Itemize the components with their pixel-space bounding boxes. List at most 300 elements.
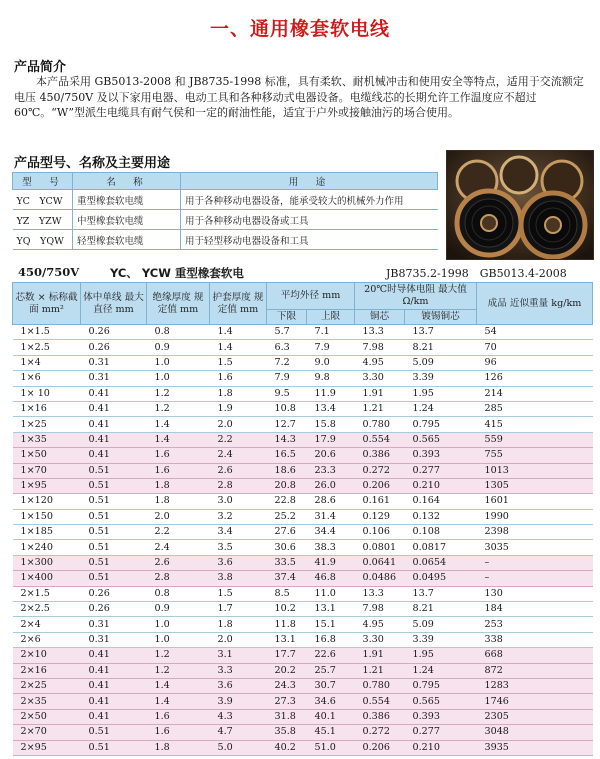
cell-weight: 130 [477,586,593,601]
header-resistance: 20℃时导体电阻 最大值Ω/km [355,283,477,310]
cell-insulation: 1.4 [147,417,210,432]
cell-res-tinned: 1.24 [405,401,477,416]
header-outer-diameter: 平均外径 mm [267,283,355,310]
cell-cores: 1×300 [13,555,81,570]
cell-insulation: 1.0 [147,355,210,370]
cell-od-lower: 7.2 [267,355,307,370]
cell-od-upper: 22.6 [307,648,355,663]
cell-res-copper: 0.0641 [355,555,405,570]
cell-wire-diameter: 0.31 [81,355,147,370]
table-row [13,340,593,355]
table-row [13,494,593,509]
cell-wire-diameter: 0.51 [81,555,147,570]
product-types-table [12,172,438,250]
cell-weight: 253 [477,617,593,632]
header-res-copper: 铜芯 [355,310,405,325]
cell-sheath: 1.9 [210,401,267,416]
cell-res-tinned: 0.132 [405,509,477,524]
cell-sheath: 2.0 [210,632,267,647]
cell-wire-diameter: 0.26 [81,325,147,340]
cell-weight: 3935 [477,740,593,755]
cell-cores: 2×16 [13,663,81,678]
cell-res-tinned: 0.277 [405,725,477,740]
cell-weight: 668 [477,648,593,663]
cell-od-lower: 5.7 [267,325,307,340]
cell-sheath: 2.4 [210,448,267,463]
cell-insulation: 1.6 [147,448,210,463]
cell-insulation: 0.9 [147,602,210,617]
cell-insulation: 1.0 [147,617,210,632]
cell-wire-diameter: 0.51 [81,509,147,524]
cell-wire-diameter: 0.41 [81,448,147,463]
type-model: YZ YZW [13,210,73,230]
cell-od-lower: 20.8 [267,478,307,493]
cell-sheath: 3.5 [210,540,267,555]
cell-od-upper: 9.8 [307,371,355,386]
cell-res-copper: 3.30 [355,371,405,386]
cell-res-tinned: 0.164 [405,494,477,509]
cell-cores: 2×35 [13,694,81,709]
table-row [13,386,593,401]
types-header-name: 名 称 [73,173,181,190]
cell-wire-diameter: 0.51 [81,571,147,586]
cell-res-tinned: 0.210 [405,478,477,493]
cell-od-lower: 10.8 [267,401,307,416]
cell-sheath: 1.8 [210,617,267,632]
cell-res-tinned: 8.21 [405,340,477,355]
cell-res-tinned: 8.21 [405,602,477,617]
cell-sheath: 1.6 [210,371,267,386]
cell-res-copper: 3.30 [355,632,405,647]
cell-sheath: 1.8 [210,386,267,401]
cell-sheath: 3.3 [210,663,267,678]
type-usage: 用于各种移动电器设备，能承受较大的机械外力作用 [181,190,438,210]
cell-res-copper: 0.272 [355,463,405,478]
table-row [13,371,593,386]
cell-sheath: 4.7 [210,725,267,740]
table-row [13,401,593,416]
cell-wire-diameter: 0.51 [81,463,147,478]
cell-weight: 1283 [477,678,593,693]
cell-sheath: 5.0 [210,740,267,755]
cell-sheath: 2.8 [210,478,267,493]
cell-res-tinned: 3.39 [405,632,477,647]
cell-res-copper: 0.0801 [355,540,405,555]
header-insulation: 绝缘厚度 规定值 mm [147,283,210,325]
table-row [13,325,593,340]
cell-od-upper: 28.6 [307,494,355,509]
type-model: YQ YQW [13,230,73,250]
cell-od-lower: 8.5 [267,586,307,601]
cell-res-tinned: 0.565 [405,694,477,709]
cell-res-copper: 1.91 [355,386,405,401]
cell-wire-diameter: 0.51 [81,725,147,740]
table-row [13,586,593,601]
cell-wire-diameter: 0.41 [81,678,147,693]
table-row [13,709,593,724]
cell-sheath: 3.6 [210,555,267,570]
cell-res-tinned: 5.09 [405,617,477,632]
cell-res-copper: 7.98 [355,340,405,355]
cell-insulation: 1.8 [147,478,210,493]
cell-wire-diameter: 0.51 [81,540,147,555]
cell-weight: – [477,571,593,586]
cell-res-copper: 0.272 [355,725,405,740]
cell-cores: 1×2.5 [13,340,81,355]
table-row [13,525,593,540]
cable-standards: JB8735.2-1998 GB5013.4-2008 [386,267,567,280]
cell-insulation: 1.8 [147,494,210,509]
cell-wire-diameter: 0.51 [81,525,147,540]
header-res-tinned: 镀锡铜芯 [405,310,477,325]
types-row [13,190,438,210]
cell-od-lower: 11.8 [267,617,307,632]
cell-weight: 285 [477,401,593,416]
cell-res-copper: 0.386 [355,448,405,463]
cell-res-copper: 0.0486 [355,571,405,586]
cell-od-upper: 46.8 [307,571,355,586]
cell-res-copper: 0.780 [355,417,405,432]
cell-cores: 2×2.5 [13,602,81,617]
cell-od-lower: 27.3 [267,694,307,709]
types-heading: 产品型号、名称及主要用途 [14,156,171,171]
cell-wire-diameter: 0.31 [81,371,147,386]
cell-res-copper: 0.554 [355,432,405,447]
cell-cores: 2×95 [13,740,81,755]
table-row [13,602,593,617]
cell-cores: 1×120 [13,494,81,509]
cell-weight: – [477,555,593,570]
cell-cores: 2×70 [13,725,81,740]
cell-od-upper: 17.9 [307,432,355,447]
cell-cores: 2×25 [13,678,81,693]
cell-cores: 1×240 [13,540,81,555]
cell-od-lower: 14.3 [267,432,307,447]
cell-cores: 1×1.5 [13,325,81,340]
cell-wire-diameter: 0.51 [81,494,147,509]
cell-cores: 1×35 [13,432,81,447]
cell-insulation: 1.4 [147,432,210,447]
cell-res-copper: 4.95 [355,355,405,370]
cell-insulation: 1.2 [147,648,210,663]
cell-insulation: 2.6 [147,555,210,570]
cable-table-title: YC、 YCW 重型橡套软电 [110,266,244,280]
cell-wire-diameter: 0.41 [81,386,147,401]
cell-res-tinned: 0.277 [405,463,477,478]
cell-weight: 2398 [477,525,593,540]
cell-insulation: 1.6 [147,709,210,724]
table-row [13,540,593,555]
cell-wire-diameter: 0.51 [81,740,147,755]
table-row [13,448,593,463]
cell-insulation: 2.4 [147,540,210,555]
cell-wire-diameter: 0.51 [81,478,147,493]
cell-od-lower: 10.2 [267,602,307,617]
cell-od-upper: 15.8 [307,417,355,432]
table-row [13,463,593,478]
cell-od-upper: 41.9 [307,555,355,570]
cell-od-lower: 17.7 [267,648,307,663]
cell-res-copper: 0.780 [355,678,405,693]
table-row [13,417,593,432]
cell-res-tinned: 0.0654 [405,555,477,570]
cell-od-lower: 31.8 [267,709,307,724]
cell-wire-diameter: 0.31 [81,617,147,632]
cell-od-upper: 51.0 [307,740,355,755]
cell-weight: 1990 [477,509,593,524]
cell-res-tinned: 0.795 [405,678,477,693]
cell-insulation: 1.4 [147,694,210,709]
cable-voltage: 450/750V [18,265,80,279]
cell-insulation: 1.2 [147,663,210,678]
cell-cores: 1×6 [13,371,81,386]
cell-weight: 184 [477,602,593,617]
cell-od-lower: 7.9 [267,371,307,386]
cell-insulation: 2.2 [147,525,210,540]
cell-cores: 1×95 [13,478,81,493]
cell-od-upper: 9.0 [307,355,355,370]
cell-sheath: 2.2 [210,432,267,447]
table-row [13,740,593,755]
intro-heading: 产品简介 [14,60,67,75]
cell-weight: 338 [477,632,593,647]
cell-weight: 559 [477,432,593,447]
table-row [13,355,593,370]
cell-sheath: 1.5 [210,355,267,370]
cell-weight: 2305 [477,709,593,724]
cell-insulation: 2.8 [147,571,210,586]
cell-od-upper: 7.9 [307,340,355,355]
type-model: YC YCW [13,190,73,210]
header-cores: 芯数 × 标称截面 mm² [13,283,81,325]
cell-res-copper: 13.3 [355,586,405,601]
types-row [13,230,438,250]
cell-sheath: 2.6 [210,463,267,478]
cell-insulation: 1.6 [147,463,210,478]
types-row [13,210,438,230]
header-sheath: 护套厚度 规定值 mm [210,283,267,325]
table-row [13,725,593,740]
cell-od-lower: 30.6 [267,540,307,555]
cell-od-upper: 13.4 [307,401,355,416]
cell-weight: 54 [477,325,593,340]
cell-insulation: 2.0 [147,509,210,524]
cable-reels-photo [446,150,594,260]
cell-od-upper: 13.1 [307,602,355,617]
cell-od-upper: 23.3 [307,463,355,478]
cell-od-lower: 9.5 [267,386,307,401]
cell-weight: 872 [477,663,593,678]
cell-res-copper: 7.98 [355,602,405,617]
cell-res-copper: 0.206 [355,478,405,493]
cell-res-copper: 1.21 [355,663,405,678]
cell-insulation: 1.6 [147,725,210,740]
page-title: 一、通用橡套软电线 [209,18,390,40]
type-name: 轻型橡套软电缆 [73,230,181,250]
table-row [13,571,593,586]
cell-weight: 1601 [477,494,593,509]
cell-wire-diameter: 0.26 [81,602,147,617]
cell-insulation: 1.0 [147,632,210,647]
cell-sheath: 1.4 [210,340,267,355]
cell-cores: 2×4 [13,617,81,632]
cell-cores: 2×50 [13,709,81,724]
cell-sheath: 1.4 [210,325,267,340]
cable-rows [13,325,593,756]
cell-od-lower: 33.5 [267,555,307,570]
cell-wire-diameter: 0.26 [81,340,147,355]
cell-res-tinned: 0.0495 [405,571,477,586]
cell-cores: 1×16 [13,401,81,416]
cell-res-tinned: 13.7 [405,325,477,340]
cell-weight: 96 [477,355,593,370]
cell-weight: 126 [477,371,593,386]
cell-weight: 214 [477,386,593,401]
cell-od-lower: 16.5 [267,448,307,463]
cell-wire-diameter: 0.41 [81,663,147,678]
cell-sheath: 1.5 [210,586,267,601]
cell-res-copper: 0.206 [355,740,405,755]
cell-od-lower: 24.3 [267,678,307,693]
cell-weight: 1013 [477,463,593,478]
cell-od-lower: 27.6 [267,525,307,540]
cell-res-tinned: 0.393 [405,448,477,463]
cell-od-upper: 34.4 [307,525,355,540]
cell-sheath: 1.7 [210,602,267,617]
types-header-usage: 用 途 [181,173,438,190]
table-row [13,632,593,647]
cell-od-lower: 20.2 [267,663,307,678]
cell-res-tinned: 1.95 [405,386,477,401]
cell-od-lower: 12.7 [267,417,307,432]
cell-weight: 415 [477,417,593,432]
cell-od-lower: 35.8 [267,725,307,740]
cell-wire-diameter: 0.41 [81,694,147,709]
cell-sheath: 2.0 [210,417,267,432]
cell-od-upper: 38.3 [307,540,355,555]
cell-od-upper: 31.4 [307,509,355,524]
cell-od-upper: 20.6 [307,448,355,463]
table-row [13,555,593,570]
cell-insulation: 1.8 [147,740,210,755]
table-row [13,617,593,632]
cell-res-tinned: 3.39 [405,371,477,386]
cell-wire-diameter: 0.41 [81,648,147,663]
intro-paragraph: 本产品采用 GB5013-2008 和 JB8735-1998 标准，具有柔软、耐机械冲击和使用安全等特点，适用于交流额定电压 450/750V 及以下家用电器、电动工具和各种移动式电器设备。电缆线芯的长期允许工作温度应不超过 60℃。“W”型派生电缆具有耐气侯和一定的耐油性能，适宜于户外或接触油污的场合使用。 [14,75,584,119]
cell-weight: 1746 [477,694,593,709]
cell-res-copper: 0.106 [355,525,405,540]
cell-od-upper: 45.1 [307,725,355,740]
cell-res-tinned: 1.24 [405,663,477,678]
cell-sheath: 3.1 [210,648,267,663]
table-row [13,678,593,693]
cell-od-lower: 40.2 [267,740,307,755]
cell-wire-diameter: 0.41 [81,417,147,432]
cell-res-copper: 0.554 [355,694,405,709]
cell-sheath: 3.0 [210,494,267,509]
cell-cores: 2×10 [13,648,81,663]
header-od-lower: 下限 [267,310,307,325]
cell-od-lower: 18.6 [267,463,307,478]
cell-cores: 2×6 [13,632,81,647]
header-od-upper: 上限 [307,310,355,325]
header-weight: 成品 近似重量 kg/km [477,283,593,325]
cell-weight: 70 [477,340,593,355]
cell-wire-diameter: 0.41 [81,401,147,416]
type-usage: 用于轻型移动电器设备和工具 [181,230,438,250]
table-row [13,694,593,709]
cell-cores: 1×70 [13,463,81,478]
cell-wire-diameter: 0.41 [81,432,147,447]
table-row [13,478,593,493]
cell-res-copper: 1.21 [355,401,405,416]
type-name: 重型橡套软电缆 [73,190,181,210]
cell-res-tinned: 0.0817 [405,540,477,555]
cell-res-tinned: 5.09 [405,355,477,370]
cell-wire-diameter: 0.26 [81,586,147,601]
cell-od-upper: 34.6 [307,694,355,709]
table-row [13,432,593,447]
cell-res-copper: 0.161 [355,494,405,509]
cell-res-tinned: 13.7 [405,586,477,601]
table-row [13,648,593,663]
cell-od-upper: 30.7 [307,678,355,693]
cell-cores: 1×400 [13,571,81,586]
cell-wire-diameter: 0.41 [81,709,147,724]
cell-od-upper: 11.9 [307,386,355,401]
cell-res-copper: 1.91 [355,648,405,663]
cell-res-copper: 0.129 [355,509,405,524]
cell-od-upper: 26.0 [307,478,355,493]
type-usage: 用于各种移动电器设备或工具 [181,210,438,230]
cell-sheath: 3.4 [210,525,267,540]
cell-weight: 1305 [477,478,593,493]
cell-sheath: 4.3 [210,709,267,724]
cell-res-tinned: 1.95 [405,648,477,663]
cell-cores: 1×4 [13,355,81,370]
cell-sheath: 3.9 [210,694,267,709]
cell-res-tinned: 0.565 [405,432,477,447]
cell-od-lower: 6.3 [267,340,307,355]
types-header-model: 型 号 [13,173,73,190]
cell-od-lower: 13.1 [267,632,307,647]
header-wire-diameter: 体中单线 最大直径 mm [81,283,147,325]
cell-res-copper: 0.386 [355,709,405,724]
table-row [13,509,593,524]
cell-res-tinned: 0.210 [405,740,477,755]
cell-res-copper: 4.95 [355,617,405,632]
cell-sheath: 3.2 [210,509,267,524]
type-name: 中型橡套软电缆 [73,210,181,230]
cell-insulation: 1.2 [147,401,210,416]
cell-cores: 1×50 [13,448,81,463]
cell-od-upper: 11.0 [307,586,355,601]
cell-wire-diameter: 0.31 [81,632,147,647]
cell-res-tinned: 0.108 [405,525,477,540]
cell-sheath: 3.6 [210,678,267,693]
cell-insulation: 0.8 [147,586,210,601]
cell-od-upper: 40.1 [307,709,355,724]
cell-od-lower: 37.4 [267,571,307,586]
cell-cores: 2×1.5 [13,586,81,601]
cell-od-upper: 15.1 [307,617,355,632]
cell-res-tinned: 0.795 [405,417,477,432]
cell-od-lower: 25.2 [267,509,307,524]
cell-od-upper: 16.8 [307,632,355,647]
cell-cores: 1×185 [13,525,81,540]
cable-reels-image [447,151,594,260]
cell-sheath: 3.8 [210,571,267,586]
